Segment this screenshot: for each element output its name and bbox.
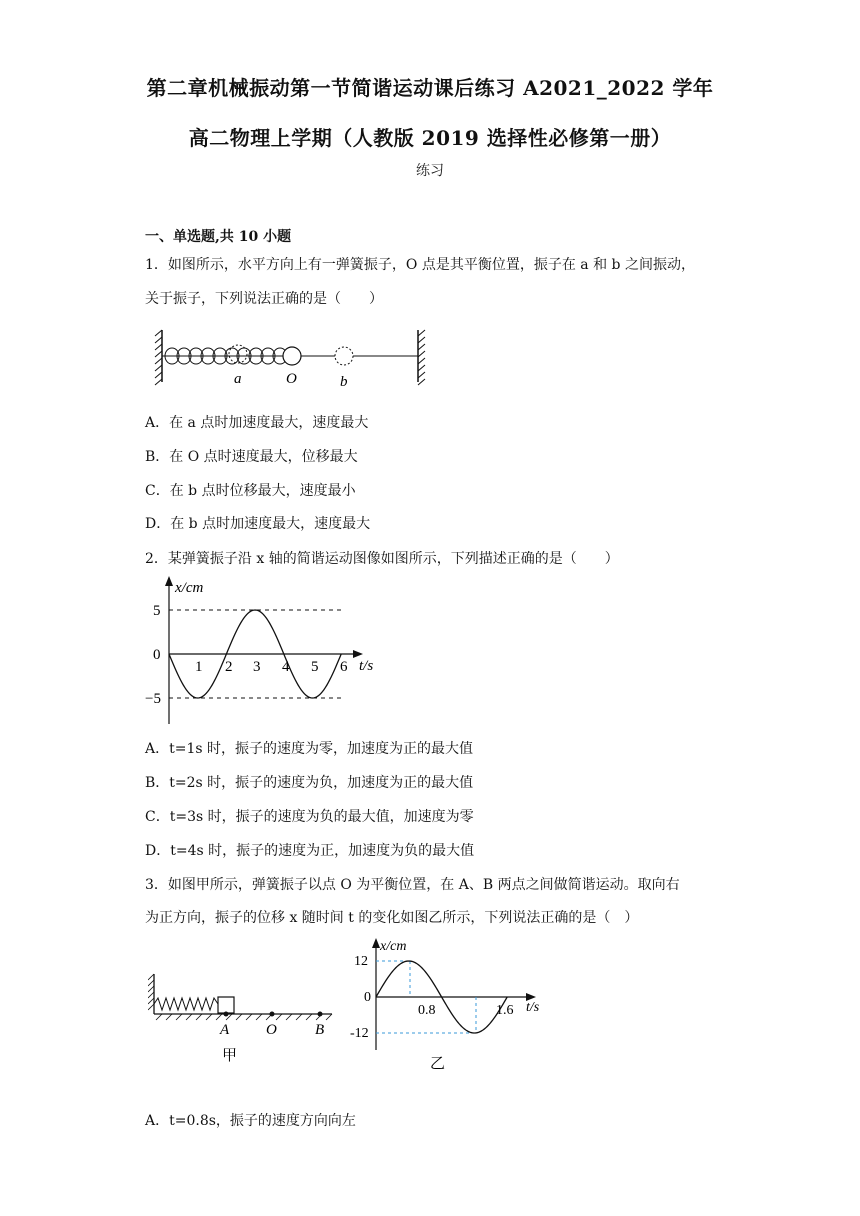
graph-2-xtick-4: 4 — [282, 659, 290, 675]
label-o: O — [286, 371, 297, 387]
label-B: B — [315, 1022, 325, 1038]
spring-oscillator-figure-1 — [150, 326, 440, 394]
graph-2-ytick-0: 0 — [153, 647, 161, 663]
graph-3-xtick-1.6: 1.6 — [496, 1003, 514, 1018]
graph-2-xtick-1: 1 — [195, 659, 203, 675]
graph-3-xlabel: t/s — [526, 1000, 540, 1015]
graph-2-xlabel: t/s — [359, 658, 374, 674]
label-a: a — [234, 371, 242, 387]
graph-3-ytick-12: 12 — [354, 954, 368, 969]
document-title-line-2: 高二物理上学期（人教版 2019 选择性必修第一册） — [188, 126, 672, 150]
shm-graph-2 — [145, 574, 385, 728]
graph-3-ylabel: x/cm — [380, 939, 407, 954]
label-O: O — [266, 1022, 277, 1038]
question-3-line-1: 3．如图甲所示，弹簧振子以点 O 为平衡位置，在 A、B 两点之间做简谐运动。取向右 — [145, 877, 680, 893]
document-title-line-1: 第二章机械振动第一节简谐运动课后练习 A2021_2022 学年 — [146, 76, 714, 100]
section-heading: 一、单选题,共 10 小题 — [145, 229, 292, 245]
document-subtitle: 练习 — [416, 163, 444, 179]
question-2-option-b[interactable]: B．t=2s 时，振子的速度为负，加速度为正的最大值 — [145, 775, 474, 791]
question-1-option-d[interactable]: D．在 b 点时加速度最大，速度最大 — [145, 516, 371, 532]
question-1-option-b[interactable]: B．在 O 点时速度最大，位移最大 — [145, 449, 358, 465]
graph-2-xtick-3: 3 — [253, 659, 261, 675]
spring-figure-jia — [148, 968, 338, 1068]
question-2-option-a[interactable]: A．t=1s 时，振子的速度为零，加速度为正的最大值 — [145, 741, 474, 757]
graph-3-xtick-0.8: 0.8 — [418, 1003, 436, 1018]
question-3-line-2: 为正方向，振子的位移 x 随时间 t 的变化如图乙所示，下列说法正确的是（ ） — [145, 910, 639, 926]
question-1-option-a[interactable]: A．在 a 点时加速度最大，速度最大 — [145, 415, 369, 431]
question-1-line-2: 关于振子，下列说法正确的是（ ） — [145, 291, 383, 307]
label-A: A — [220, 1022, 230, 1038]
label-b: b — [340, 374, 348, 390]
question-2-option-c[interactable]: C．t=3s 时，振子的速度为负的最大值，加速度为零 — [145, 809, 474, 825]
question-2-line-1: 2．某弹簧振子沿 x 轴的简谐运动图像如图所示，下列描述正确的是（ ） — [145, 551, 619, 567]
graph-3-ytick-0: 0 — [364, 990, 371, 1005]
graph-2-ytick-neg5: −5 — [145, 691, 161, 707]
graph-2-ytick-5: 5 — [153, 603, 161, 619]
graph-2-xtick-2: 2 — [225, 659, 233, 675]
graph-2-ylabel: x/cm — [175, 580, 204, 596]
graph-2-xtick-5: 5 — [311, 659, 319, 675]
graph-3-ytick-neg12: -12 — [350, 1026, 369, 1041]
shm-graph-3 — [346, 934, 556, 1074]
question-2-option-d[interactable]: D．t=4s 时，振子的速度为正，加速度为负的最大值 — [145, 843, 475, 859]
question-3-option-a[interactable]: A．t=0.8s，振子的速度方向向左 — [145, 1113, 356, 1129]
graph-2-xtick-6: 6 — [340, 659, 348, 675]
question-1-option-c[interactable]: C．在 b 点时位移最大，速度最小 — [145, 483, 356, 499]
label-yi: 乙 — [430, 1056, 446, 1072]
question-1-line-1: 1．如图所示，水平方向上有一弹簧振子，O 点是其平衡位置，振子在 a 和 b 之间振动， — [145, 257, 695, 273]
label-jia: 甲 — [222, 1048, 238, 1064]
